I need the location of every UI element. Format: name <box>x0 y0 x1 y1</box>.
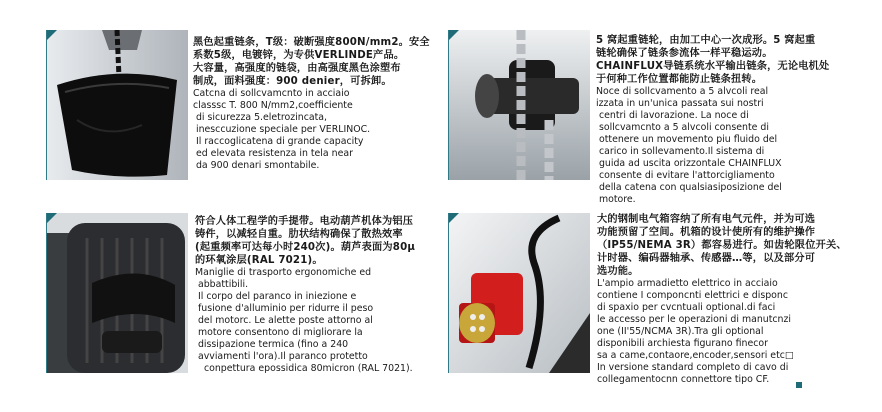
italian-line: contiene I componcnti elettrici e disponc <box>597 290 788 301</box>
italian-line: centri di lavorazione. La noce di <box>596 110 749 121</box>
italian-line: disponibili archiesta figurano finecor <box>597 338 768 349</box>
chain-bag-photo <box>46 30 188 180</box>
electrical-box-photo <box>448 213 590 373</box>
chinese-line: 链轮确保了链条参流体一样平稳运动。 <box>596 48 773 59</box>
italian-line: Catcna di sollcvamcnto in acciaio <box>193 88 350 99</box>
italian-line: Maniglie di trasporto ergonomiche ed <box>195 267 372 278</box>
chinese-line: 黑色起重链条，T级：破断强度800N/mm2。安全 <box>193 37 430 48</box>
chinese-line: 的环氧涂层(RAL 7021)。 <box>195 255 323 266</box>
italian-line: inesccuzione speciale per VERLINOC. <box>193 124 371 135</box>
chinese-line: 5 窝起重链轮，由加工中心一次成形。5 窝起重 <box>596 35 816 46</box>
italian-line: ed elevata resistenza in tela near <box>193 148 353 159</box>
italian-line: avviamenti l'ora).Il paranco protetto <box>195 351 368 362</box>
italian-line: one (II'55/NCMA 3R).Tra gli optional <box>597 326 764 337</box>
italian-line: da 900 denari smontabile. <box>193 160 320 171</box>
chinese-line: 大的钢制电气箱容纳了所有电气元件，并为可选 <box>597 214 816 225</box>
italian-line: motore. <box>596 194 636 205</box>
connector-illustration <box>449 213 590 373</box>
corner-accent <box>449 30 459 40</box>
italian-line: Noce di sollcvamento a 5 alvcoli real <box>596 86 769 97</box>
chinese-line: CHAINFLUX导链系统水平输出链条，无论电机处 <box>596 61 830 72</box>
chainflux-text <box>596 34 878 206</box>
chinese-line: 系数5级，电镀锌，为专供VERLINDE产品。 <box>193 50 405 61</box>
italian-line: collegamentocnn connettore tipo CF. <box>597 374 770 385</box>
ergonomic-text <box>195 215 445 375</box>
italian-line: In versione standard completo di cavo di <box>597 362 789 373</box>
chinese-line: 铸件，以减轻自重。肋状结构确保了散热效率 <box>195 229 403 240</box>
chinese-line: 选功能。 <box>597 266 639 277</box>
italian-line: della catena con qualsiasiposizione del <box>596 182 782 193</box>
electrical-text <box>597 213 879 386</box>
italian-line: consente di evitare l'attorcigliamento <box>596 170 775 181</box>
corner-accent <box>449 213 459 223</box>
italian-line: L'ampio armadietto elettrico in acciaio <box>597 278 778 289</box>
italian-line: ottenere un movemento piu fluido del <box>596 134 778 145</box>
italian-line: classsc T. 800 N/mm2,coefficiente <box>193 100 353 111</box>
italian-line: carico in sollevamento.Il sistema di <box>596 146 765 157</box>
italian-line: sa a came,contaore,encoder,sensori etc□ <box>597 350 794 361</box>
chainflux-photo <box>448 30 590 180</box>
chinese-line: (起重频率可达每小时240次)。葫芦表面为80μ <box>195 242 416 253</box>
corner-accent <box>47 30 57 40</box>
chinese-line: 符合人体工程学的手提带。电动葫芦机体为铝压 <box>195 216 414 227</box>
corner-accent <box>47 213 57 223</box>
italian-line: Il corpo del paranco in iniezione e <box>195 291 357 302</box>
chinese-line: 于何种工作位置都能防止链条扭转。 <box>596 74 763 85</box>
chain-sprocket-illustration <box>449 30 590 180</box>
italian-line: fusione d'alluminio per ridurre il peso <box>195 303 374 314</box>
italian-line: di spaxio per cvcntuali optional.di faci <box>597 302 776 313</box>
italian-line: di sicurezza 5.eletrozincata, <box>193 112 327 123</box>
chinese-line: 大容量，高强度的链袋，由高强度黑色涂塑布 <box>193 63 401 74</box>
chain-bag-text <box>193 36 443 172</box>
italian-line: izzata in un'unica passata sui nostri <box>596 98 764 109</box>
chain-bag-illustration <box>47 30 188 180</box>
hoist-body-photo <box>46 213 188 373</box>
italian-line: del motorc. Le alette poste attorno al <box>195 315 373 326</box>
italian-line: conpettura epossidica 80micron (RAL 7021). <box>195 363 413 374</box>
italian-line: le accesso per le operazioni di manutcnzi <box>597 314 792 325</box>
italian-line: sollcvamcnto a 5 alvcoli consente di <box>596 122 769 133</box>
chinese-line: （IP55/NEMA 3R）都容易进行。如齿轮限位开关、 <box>597 240 847 251</box>
italian-line: guida ad uscita orizzontale CHAINFLUX <box>596 158 782 169</box>
chinese-line: 制成，面料强度：900 denier，可拆卸。 <box>193 76 392 87</box>
page-marker <box>796 382 802 388</box>
chinese-line: 计时器、编码器轴承、传感器…等，以及部分可 <box>597 253 816 264</box>
italian-line: Il raccoglicatena di grande capacity <box>193 136 364 147</box>
hoist-body-illustration <box>47 213 188 373</box>
italian-line: dissipazione termica (fino a 240 <box>195 339 349 350</box>
chinese-line: 功能预留了空间。机箱的设计使所有的维护操作 <box>597 227 816 238</box>
italian-line: motore consentono di migliorare la <box>195 327 363 338</box>
italian-line: abbattibili. <box>195 279 249 290</box>
